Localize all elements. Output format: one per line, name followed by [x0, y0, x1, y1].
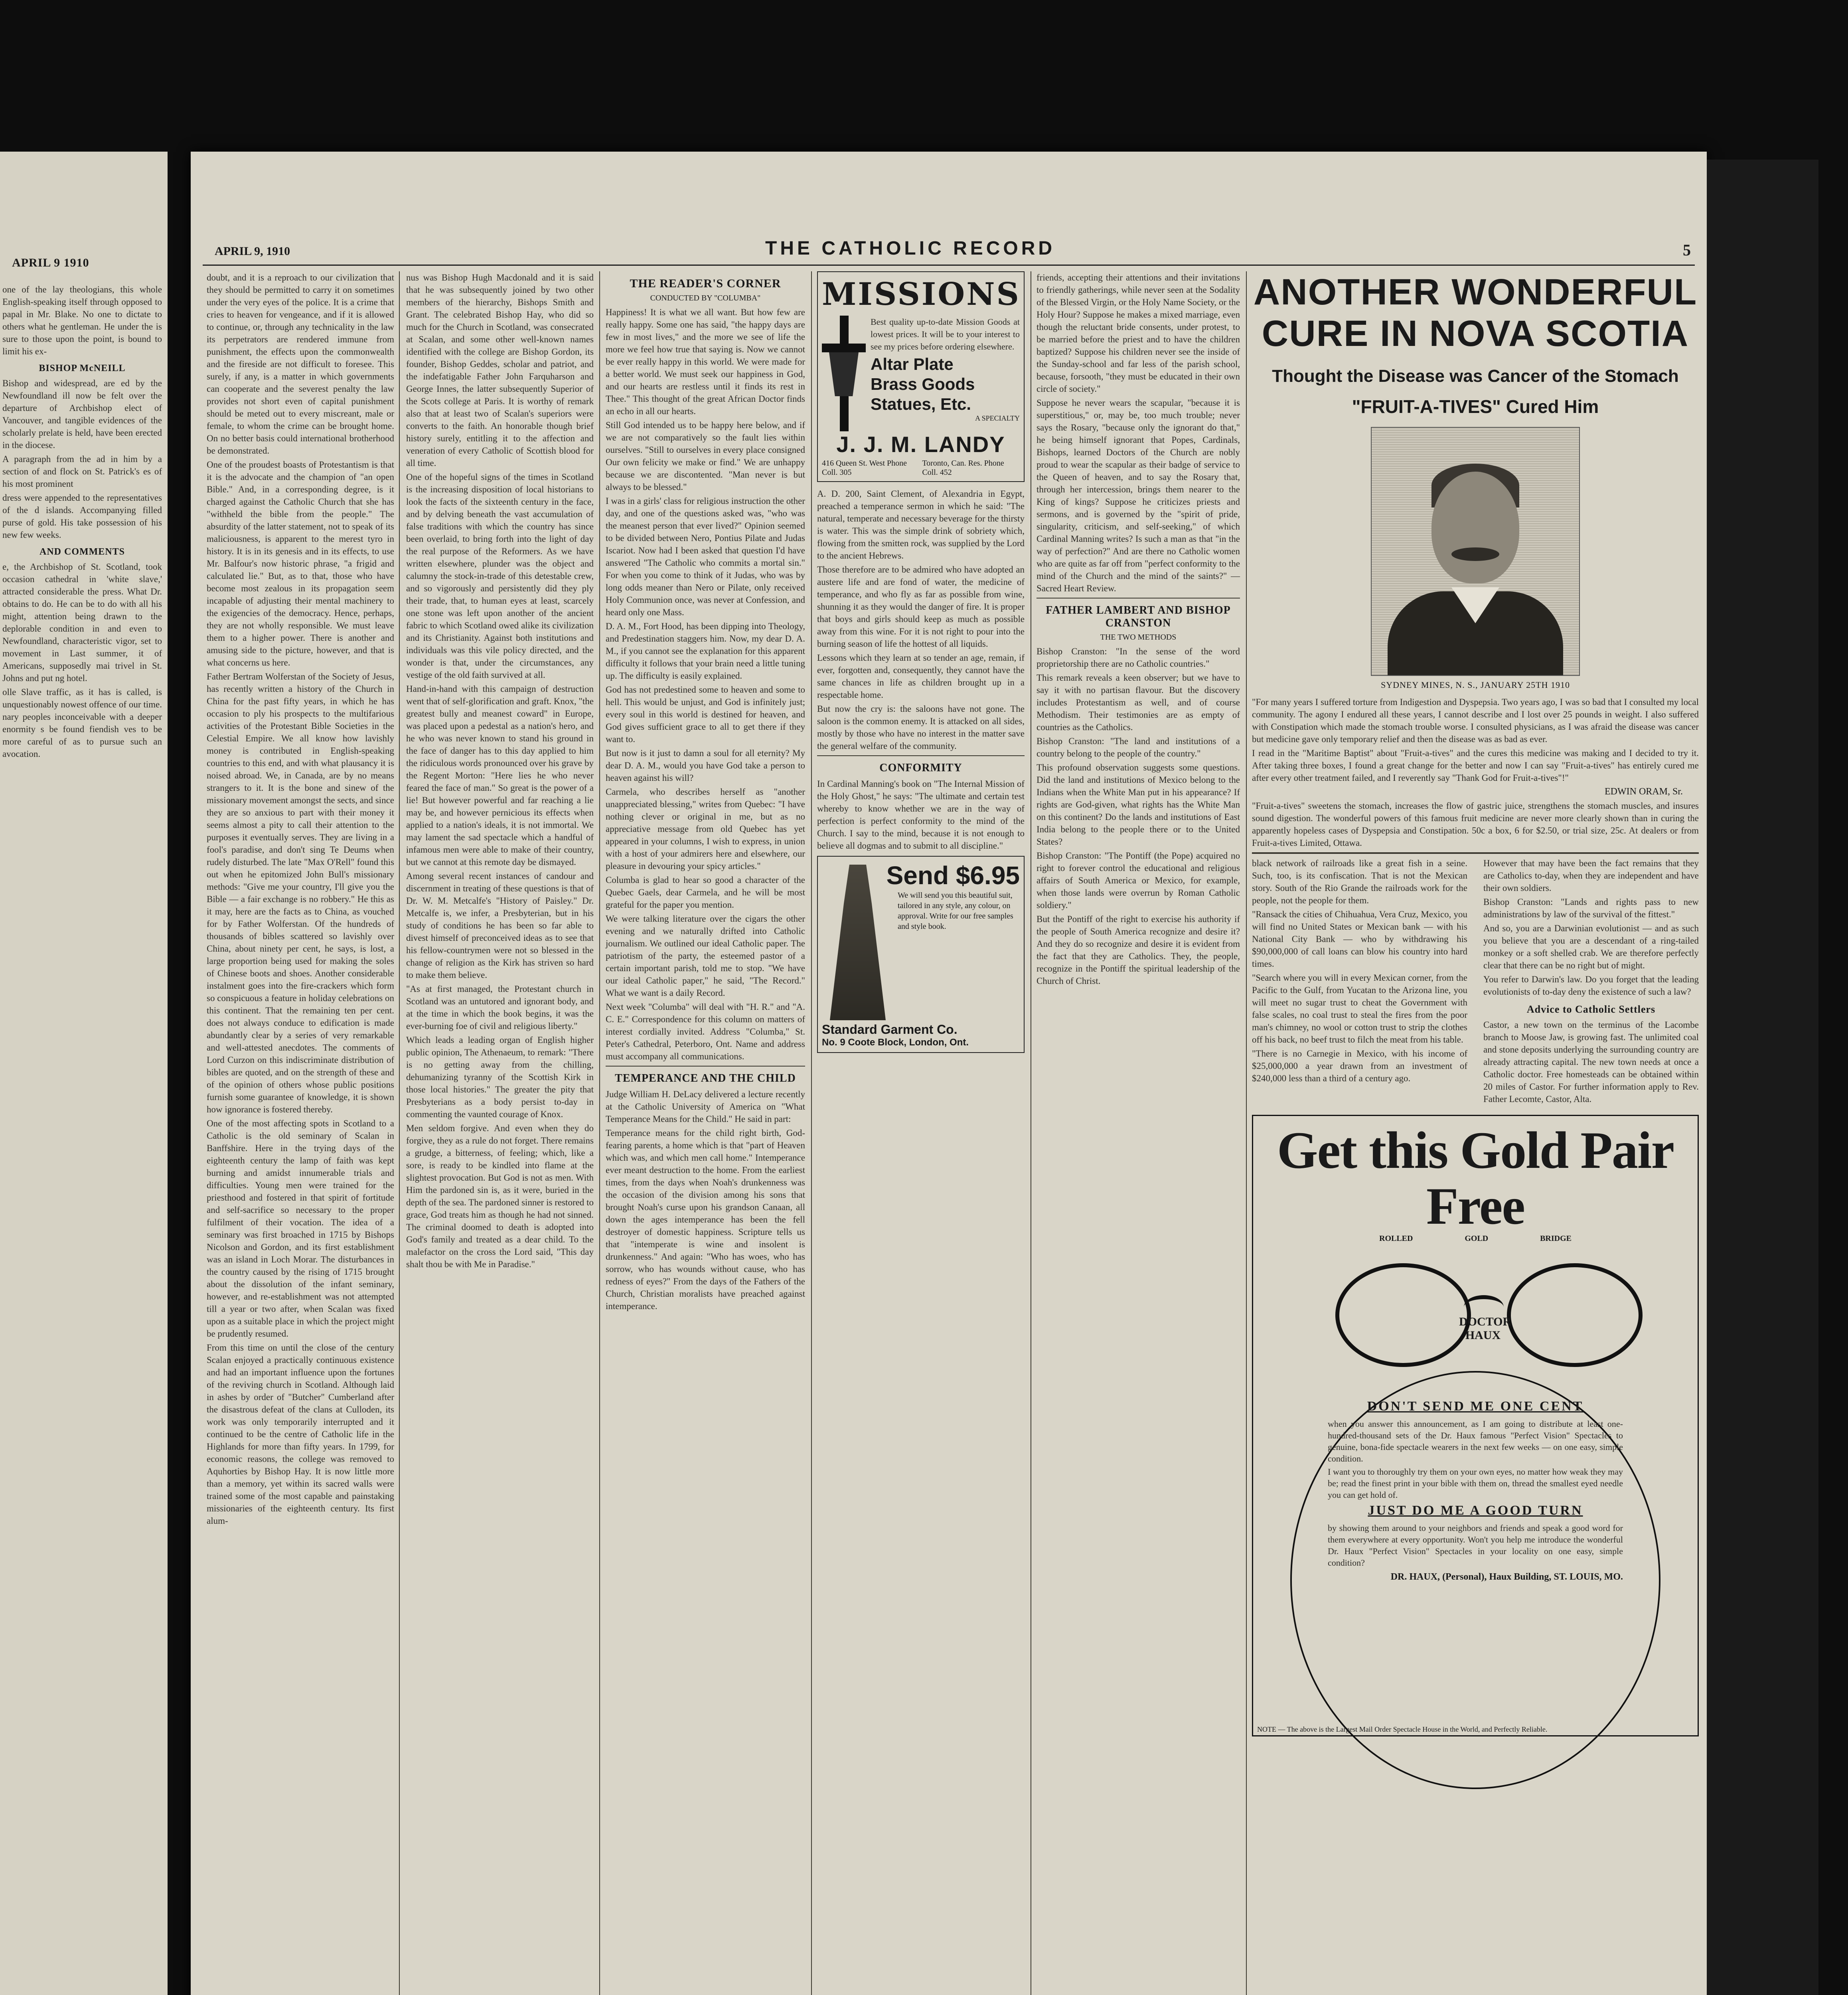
paragraph: One of the hopeful signs of the times in Scotland is the increasing disposition of local historians to look the facts of the sixteenth century in the face, and by delving beneath the vast accumulation of false traditions with which the country has since been overlaid, to bring forth into the light of day the real purpose of the Reformers. As we have written elsewhere, plunder was the object and calumny the stock-in-trade of this detestable crew, and so vigorously and persistently did they ply their trade, that, to human eyes at least, scarcely one stone was left upon another of the ancient fabric to which Scotland owed alike its civilization and its Christianity. Against both institutions and individuals was this vile policy directed, and the wonder is that, under the circumstances, any vestige of the old faith survived at all. [406, 472, 594, 680]
company-name: Standard Garment Co. [822, 1022, 958, 1037]
fruit-a-tives-subheadline: "FRUIT-A-TIVES" Cured Him [1352, 396, 1599, 417]
paragraph: Those therefore are to be admired who have adopted an austere life and are fond of water, the medicine of temperance, and who fly as far as possible from wine, shunning it as they would the danger of fire. It is proper that boys and girls should keep as much as possible away from this wine. For it is not right to pour into the burning season of life the hottest of all liquids. [817, 565, 1025, 649]
rolled-label: ROLLED [1379, 1234, 1413, 1243]
paragraph: Next week "Columba" will deal with "H. R." and "A. C. E." Correspondence for this column on matters of interest cordially invited. Address "Columba," St. Peter's Cathedral, Peterboro, Ont. Name and address must accompany all communications. [606, 1002, 805, 1061]
gold-ad-body: I want you to thoroughly try them on your own eyes, no matter how weak they may be; read the finest print in your bible with them on, thread the smallest eyed needle you can get hold of. [1328, 1467, 1623, 1500]
masthead-date: APRIL 9, 1910 [215, 245, 290, 258]
gold-spectacles-advertisement [1252, 1115, 1699, 1736]
send-amount: Send $6.95 [886, 861, 1020, 890]
divider [1252, 852, 1699, 854]
divider [606, 1066, 805, 1067]
paragraph: One of the proudest boasts of Protestantism is that it is the advocate and the champion of "an open Bible." And, in a corresponding degree, is it charged against the Catholic Church that she has "withheld the bible from the people." The absurdity of the latter statement, not to speak of its maliciousness, is apparent to the merest tyro in history. It is in its genesis and in its effects, to use Mr. Balfour's now historic phrase, "a frigid and calculated lie." But, as to that, those who have become most zealous in its propagation seem incapable of adjusting their mental machinery to the exigencies of the democracy. Hence, perhaps, they are not wholly responsible. We must leave them to a higher power. There is another and amusing side to the picture, however, and that is what concerns us here. [207, 460, 394, 668]
garment-advertisement [817, 856, 1025, 1053]
testimonial-signature: EDWIN ORAM, Sr. [1605, 786, 1683, 797]
paragraph: Columba is glad to hear so good a character of the Quebec Gaels, dear Carmela, and he will be most grateful for the paper you mention. [606, 875, 805, 910]
column-divider [599, 271, 600, 1995]
paragraph: dress were appended to the representatives of the d islands. Accompanying filled purse of gold. His take possession of his new few weeks. [2, 493, 162, 540]
gold-ad-body: by showing them around to your neighbors and friends and speak a good word for them everywhere at every opportunity. Won't you help me introduce the wonderful Dr. Haux "Perfect Vision" Spectacles in your locality on one easy, simple condition? [1328, 1523, 1623, 1568]
missions-line: Brass Goods [871, 375, 975, 393]
advice-heading: Advice to Catholic Settlers [1526, 1003, 1656, 1015]
testimonial-paragraph: I read in the "Maritime Baptist" about "Fruit-a-tives" and the cures this medicine was making and I decided to try it. After taking three boxes, I found a great change for the better and now I can say "Fruit-a-tives" has entirely cured me after every other treatment failed, and I reverently say "Thank God for Fruit-a-tives"!" [1252, 748, 1699, 783]
masthead-rule [203, 265, 1695, 266]
column-divider [1246, 271, 1247, 1995]
lambert-heading: FATHER LAMBERT AND BISHOP CRANSTON [1046, 604, 1231, 629]
section-heading: BISHOP McNEILL [39, 363, 126, 373]
paragraph: Bishop and widespread, are ed by the Newfoundland ill now be felt over the departure of Archbishop elect of Vancouver, and tangible evidences of the scholarly prelate is held, have been erected in the diocese. [2, 378, 162, 450]
conformity-heading: CONFORMITY [879, 762, 962, 774]
portrait-image [1371, 427, 1580, 676]
paragraph: Happiness! It is what we all want. But how few are really happy. Some one has said, "the happy days are few in most lives," and the more we see of life the more we feel how true that saying is. Now we cannot be ever really happy in this world. We were made for a better world. We must seek our happiness in God, and our hearts are restless until it finds its rest in Thee." This thought of the great African Doctor finds an echo in all our hearts. [606, 307, 805, 416]
gold-ad-note: NOTE — The above is the Largest Mail Order Spectacle House in the World, and Perfectly Reliable. [1257, 1725, 1548, 1733]
subheadline: Thought the Disease was Cancer of the Stomach [1272, 366, 1679, 386]
doctor-haux-label [1459, 1315, 1512, 1342]
cross-icon [822, 316, 866, 431]
paragraph: Temperance means for the child right birth, God-fearing parents, a home which is that "part of Heaven which was, and which men call home." Intemperance ever meant destruction to the home. From the earliest times, from the days when Noah's drunkenness was the occasion of the division among his sons that brought Noah's curse upon his grandson Canaan, all down the ages intemperance has been the fell destroyer of domestic happiness. Scripture tells us that "intemperate is wine and insolent is drunkenness." And again: "Who has woes, who has sorrow, who has wounds without cause, who has redness of eyes?" From the days of the Fathers of the Church, Christian moralists have preached against intemperance. [606, 1128, 805, 1311]
gold-label: GOLD [1465, 1234, 1489, 1243]
masthead-title: THE CATHOLIC RECORD [765, 238, 1056, 259]
paragraph: "As at first managed, the Protestant church in Scotland was an untutored and ignorant body, and at the time in which the book begins, it was the ever-burning foe of civil and religious liberty." [406, 984, 594, 1031]
haux-label: HAUX [1465, 1329, 1501, 1342]
paragraph: e, the Archbishop of St. Scotland, took occasion cathedral in 'white slave,' attracted considerable the press. What Dr. obtains to do. He can be to do with all his might, attention being drawn to the deplorable condition in and even to Newfoundland, characteristic vigor, set to movement in Last summer, it of Americans, supposedly mai trivel in St. Johns and put ng hotel. [2, 562, 162, 683]
paragraph: one of the lay theologians, this whole English-speaking itself through opposed to papal in Mr. Blake. No one to dictate to others what he gentleman. He under the is sure to those upon the point, is bound to limit his ex- [2, 284, 162, 356]
paragraph: In Cardinal Manning's book on "The Internal Mission of the Holy Ghost," he says: "The ultimate and certain test whereby to know whether we are in the way of perfection is perfect conformity to the mind of the Church. I say to the mind, because it is not enough to believe all dogmas and to submit to all discipline." [817, 779, 1025, 851]
previous-page [0, 152, 168, 1995]
lower-text-columns [1252, 857, 1699, 1107]
paragraph: Carmela, who describes herself as "another unappreciated blessing," writes from Quebec: "I have nothing clever or original in me, but as no appreciative message from old Quebec has yet appeared in your columns, I wish to express, in union with a host of your admirers here and elsewhere, our pleasure in devouring your spicy articles." [606, 787, 805, 871]
page-number: 5 [1683, 241, 1691, 259]
lower-right-column [1483, 857, 1699, 1107]
paragraph: But now is it just to damn a soul for all eternity? My dear D. A. M., would you have God take a person to heaven against his will? [606, 748, 805, 783]
gold-ad-body: when you answer this announcement, as I am going to distribute at least one-hundred-thousand sets of the Dr. Haux famous "Perfect Vision" Spectacles to genuine, bona-fide spectacle wearers in the next few weeks — on one easy, simple condition. [1328, 1419, 1623, 1464]
address-left: 416 Queen St. West Phone Coll. 305 [822, 459, 907, 477]
lower-left-column [1252, 857, 1467, 1107]
headline: CURE IN NOVA SCOTIA [1262, 313, 1689, 354]
dont-send-heading: DON'T SEND ME ONE CENT [1367, 1399, 1584, 1414]
masthead [191, 237, 1707, 265]
spectacles-icon [1260, 1247, 1691, 1367]
paragraph: A. D. 200, Saint Clement, of Alexandria in Egypt, preached a temperance sermon in which he said: "The natural, temperate and necessary beverage for the thirsty is water. This was the simple drink of sobriety which, flowing from the smitten rock, was supplied by the Lord to the ancient Hebrews. [817, 489, 1025, 561]
paragraph: friends, accepting their attentions and their invitations to friendly gatherings, while never seen at the Sodality of the Blessed Virgin, or the Holy Name Society, or the Holy Hour? Suppose he makes a mixed marriage, even though the reluctant bride consents, under protest, to be married before the priest and to have the children baptized? Suppose his children never see the inside of the Sunday-school and far less of the parish school, because, forsooth, "they must be educated in their own circle of society." [1037, 273, 1240, 394]
paragraph: Hand-in-hand with this campaign of destruction went that of self-glorification and graft. Knox, "the greatest bully and meanest coward" in Europe, was placed upon a pedestal as a nation's hero, and he who was never known to stand his ground in the face of danger has to this day applied to him the ridiculous words pronounced over his grave by the Regent Morton: "Here lies he who never feared the face of man." So great is the power of a lie! But however powerful and far reaching a lie may be, and however pernicious its effects when applied to a nation's ideals, it is not immortal. We may lament the sad spectacle which a handful of infamous men were able to make of their country, but we cannot at this remote day be dismayed. [406, 684, 594, 867]
gold-ad-oval-content [1328, 1396, 1623, 1582]
portrait-caption: SYDNEY MINES, N. S., JANUARY 25TH 1910 [1381, 680, 1570, 690]
missions-line: Altar Plate [871, 355, 954, 373]
paragraph: doubt, and it is a reproach to our civilization that they should be permitted to carry it on sometimes under the very eyes of the police. It is a crime that cries to heaven for vengeance, and if it is allowed to continue, or, through any technicality in the law its perpetrators are rendered immune from punishment, the effects upon the commonwealth and the fireside are not difficult to foresee. This surely, if any, is a matter in which governments can cooperate and the severest penalty the law provides not short even of capital punishment should be meted out to every miscreant, male or female, to whom the crime can be brought home. On no better basis could international brotherhood be demonstrated. [207, 273, 394, 456]
column-2 [406, 271, 594, 1272]
company-address: No. 9 Coote Block, London, Ont. [822, 1037, 969, 1048]
paragraph: And so, you are a Darwinian evolutionist — and as such you believe that you are a descendant of a ring-tailed monkey or a soft shelled crab. We are therefore perfectly clear that there can be no right but of might. [1483, 923, 1699, 970]
paragraph: However that may have been the fact remains that they are Catholics to-day, when they are independent and have their own soldiers. [1483, 858, 1699, 893]
advertiser-name: J. J. M. LANDY [836, 432, 1005, 457]
paragraph: "There is no Carnegie in Mexico, with his income of $25,000,000 a year drawn from an investment of $240,000 less than a third of a century ago. [1252, 1049, 1467, 1083]
paragraph: We were talking literature over the cigars the other evening and we naturally drifted into Catholic journalism. We outlined our ideal Catholic paper. The patriotism of the party, the esteemed pastor of a certain important parish, told me to stop. "We have our ideal Catholic paper," he said, "The Record." What we want is a daily Record. [606, 914, 805, 998]
divider [817, 755, 1025, 756]
doctor-label: DOCTOR [1459, 1315, 1512, 1328]
paragraph: Still God intended us to be happy here below, and if we are not comparatively so the fault lies within ourselves. "Still to ourselves in every place consigned Our own felicity we make or find." We are unhappy because we are discontented. "Man never is but always to be blessed." [606, 420, 805, 492]
send-text: We will send you this beautiful suit, tailored in any style, any colour, on approval. Write for our free samples and style book. [898, 891, 1013, 931]
headline: ANOTHER WONDERFUL [1253, 272, 1698, 312]
gold-ad-title: Get this Gold Pair Free [1277, 1121, 1674, 1235]
paragraph: Bishop Cranston: "The Pontiff (the Pope) acquired no right to forever control the educational and religious affairs of South America or Mexico, for example, when those lands were overrun by Roman Catholic soldiery." [1037, 851, 1240, 910]
paragraph: This profound observation suggests some questions. Did the land and institutions of Mexico belong to the Indians when the White Man put in his appearance? If rights are God-given, what rights has the White Man on this continent? Do the lands and institutions of East India belong to the people there or to the United States? [1037, 762, 1240, 847]
paragraph: Lessons which they learn at so tender an age, remain, if ever, forgotten and, consequently, they cannot have the same chances in life as children brought up in a respectable home. [817, 653, 1025, 700]
paragraph: But the Pontiff of the right to exercise his authority if the people of South America recognize and desire it? And they do so recognize and desire it is evident from the fact that they are Catholics. They, the people, recognize in the Pontiff the spiritual leadership of the Church of Christ. [1037, 914, 1240, 986]
paragraph: Among several recent instances of candour and discernment in treating of these questions is that of Dr. W. M. Metcalfe's "History of Paisley." Dr. Metcalfe is, we infer, a Presbyterian, but in his study of conditions he has been so far able to divest himself of preconceived ideas as to see that his fellow-countrymen were not so blessed in the change of religion as the Kirk has striven so hard to make them believe. [406, 871, 594, 980]
address-right: Toronto, Can. Res. Phone Coll. 452 [922, 459, 1004, 477]
missions-body: Best quality up-to-date Mission Goods at lowest prices. It will be to your interest to see my prices before ordering elsewhere. [871, 317, 1020, 352]
paragraph: One of the most affecting spots in Scotland to a Catholic is the old seminary of Scalan in Banffshire. Here in the trying days of the eighteenth century the lamp of faith was kept burning and amidst innumerable trials and difficulties. Young men were trained for the priesthood and fostered in that spirit of fortitude and self-sacrifice so necessary to the proper fulfilment of their vocation. The idea of a seminary was first broached in 1715 by Bishops Nicolson and Gordon, and its first establishment was an island in Loch Morar. The disturbances in the country caused by the rising of 1715 brought about the dissolution of the infant seminary, however, and re-establishment was not attempted till a year or two after, when Scalan was fixed upon as a suitable place in which the project might be prudently resumed. [207, 1118, 394, 1339]
readers-corner-byline: CONDUCTED BY "COLUMBA" [650, 294, 761, 302]
column-divider [399, 271, 400, 1995]
paragraph: Father Bertram Wolferstan of the Society of Jesus, has recently written a history of the Church in China for the past fifty years, in which he has occasion to ply his prospects to the multifarious activities of the Protestant Bible Societies in the Celestial Empire. We all know how lavishly money is contributed in English-speaking countries to this end, and with what plausancy it is noised abroad. We, in Canada, are by no means strangers to it. It is the bone and sinew of the missionary movement amongst the sects, and since they are so anxious to part with their money it seems almost a pity to call their attention to the purposes it eventually serves. They are living in a fool's paradise, and don't sing Te Deums when rudely disturbed. The late "Max O'Rell" found this out when he epitomized John Bull's missionary methods: "Give me your country, I'll give you the Bible — a fair exchange is no robbery." He this as it may, here are the facts as to China, as vouched for by Father Wolferstan. Of the hundreds of thousands of bibles scattered so lavishly over China, about ninety per cent, he says, is lost, a large proportion being used for making the soles of Chinese boots and shoes. Another considerable instalment goes into the fire-crackers which form so conspicuous a feature in holiday celebrations on this continent. That the remaining ten per cent. does not always conduce to edification is made abundantly clear by a series of very remarkable and well-attested anecdotes. The comments of Lord Curzon on this indiscriminate distribution of bibles are quoted, and on the strength of these and of the opinion of others whose public positions furnish some guarantee of knowledge, it is shown how ignorance is fostered thereby. [207, 672, 394, 1114]
bridge-label: BRIDGE [1540, 1234, 1572, 1243]
missions-specialty: A SPECIALTY [975, 414, 1020, 422]
paragraph: Castor, a new town on the terminus of the Lacombe branch to Moose Jaw, is growing fast. The unlimited coal and stone deposits underlying the surrounding country are already attracting capital. The new town needs at once a Catholic doctor. Free homesteads can be obtained within 20 miles of Castor. For further information apply to Rev. Father Lecomte, Castor, Alta. [1483, 1020, 1699, 1104]
paragraph: Suppose he never wears the scapular, "because it is superstitious," or, may be, too much trouble; never says the Rosary, "because only the ignorant do that," he being himself ignorant that Popes, Cardinals, Bishops, learned Doctors of the Church are nobly proud to wear the scapular as their badge of service to the Queen of heaven, and to say the Rosary that, through her intercession, brings them nearer to the King of kings? Suppose he criticizes priests and sermons, and is governed by the "spirit of pride, singularity, criticism, and self-seeking," of which Cardinal Manning writes? Is such a man as that "in the way of perfection?" And are there no Catholic women who are quite as far off from "perfect conformity to the mind of the Church and the mind of the saints?" — Sacred Heart Review. [1037, 398, 1240, 593]
gold-ad-signature: DR. HAUX, (Personal), Haux Building, ST. LOUIS, MO. [1390, 1572, 1623, 1582]
gold-ad-subtitle [1260, 1234, 1691, 1243]
column-1 [207, 271, 394, 1529]
advertiser-address [822, 459, 1020, 477]
paragraph: Bishop Cranston: "Lands and rights pass to new administrations by law of the survival of the fittest." [1483, 897, 1699, 919]
previous-page-column [0, 283, 164, 762]
paragraph: You refer to Darwin's law. Do you forget that the leading evolutionists of to-day deny the existence of such a law? [1483, 974, 1699, 997]
paragraph: I was in a girls' class for religious instruction the other day, and one of the questions asked was, "who was the meanest person that ever lived?" Opinion seemed to be divided between Nero, Pontius Pilate and Judas Iscariot. Now had I been asked that question I'd have answered "The Catholic who commits a mortal sin." For when you come to think of it Judas, who was by long odds meaner than Nero or Pilate, only received Holy Communion once, was never at Confession, and heard only one Mass. [606, 496, 805, 617]
just-do-heading: JUST DO ME A GOOD TURN [1368, 1503, 1583, 1518]
paragraph: God has not predestined some to heaven and some to hell. This would be unjust, and God is infinitely just; every soul in this world is destined for heaven, and God gives sufficient grace to all to get there if they want to. [606, 685, 805, 744]
newspaper-page [191, 152, 1707, 1995]
paragraph: olle Slave traffic, as it has is called, is unquestionably nowest offence of our time. nary peoples inconceivable with a deeper enormity s be found fiendish ves to be more careful of as to pursue such an avocation. [2, 687, 162, 759]
paragraph: "Ransack the cities of Chihuahua, Vera Cruz, Mexico, you will find no United States or Mexican bank — with his National City Bank — who by withdrawing his $90,000,000 of call loans can blow his country into hard times. [1252, 909, 1467, 969]
previous-page-header: APRIL 9 1910 [12, 256, 89, 269]
paragraph: Bishop Cranston: "In the sense of the word proprietorship there are no Catholic countries." [1037, 646, 1240, 669]
missions-advertisement [817, 271, 1025, 482]
paragraph: But now the cry is: the saloons have not gone. The saloon is the common enemy. It is attacked on all sides, mostly by those who have no interest in the matter save the general welfare of the community. [817, 704, 1025, 751]
paragraph: From this time on until the close of the century Scalan enjoyed a practically continuous existence and had an important influence upon the fortunes of the reviving church in Scotland. Although laid in ashes by order of "Butcher" Cumberland after the disastrous defeat of the clans at Culloden, its work was only temporarily interrupted and it continued to be the centre of Catholic life in the Highlands for more than fifty years. In 1799, for economic reasons, the college was removed to Aquhorties by Bishop Hay. It is now little more than a memory, yet within its sacred walls were trained some of the most capable and painstaking missionaries of the eighteenth century. Its first alum- [207, 1343, 394, 1526]
testimonial-paragraph: "For many years I suffered torture from Indigestion and Dyspepsia. Two years ago, I was so bad that I consulted my local community. The agony I endured all these years, I cannot describe and I lost over 25 pounds in weight. I also suffered with Constipation which made the stomach trouble worse. I consulted physicians, as I was afraid the disease was cancer but medicine gave only temporary relief and then the disease was as bad as ever. [1252, 697, 1699, 744]
garment-company [822, 1022, 969, 1048]
paragraph: black network of railroads like a great fish in a seine. Such, too, is its confiscation. That is not the Mexican story. South of the Rio Grande the railroads work for the people, not the people for them. [1252, 858, 1467, 905]
ad-body: "Fruit-a-tives" sweetens the stomach, increases the flow of gastric juice, strengthens the stomach muscles, and insures sound digestion. The wonderful powers of this famous fruit medicine are never more clearly shown than in curing the apparently hopeless cases of Dyspepsia and Constipation. 50c a box, 6 for $2.50, or trial size, 25c. At dealers or from Fruit-a-tives Limited, Ottawa. [1252, 801, 1699, 848]
paragraph: Judge William H. DeLacy delivered a lecture recently at the Catholic University of America on "What Temperance Means for the Child." He said in part: [606, 1089, 805, 1124]
paragraph: D. A. M., Fort Hood, has been dipping into Theology, and Predestination staggers him. Now, my dear D. A. M., if you cannot see the explanation for this apparent difficulty it follows that your brain need a little tuning up. The difficulty is easily explained. [606, 621, 805, 681]
paragraph: A paragraph from the ad in him by a section of and flock on St. Patrick's es of his most prominent [2, 454, 162, 489]
missions-title: MISSIONS [822, 276, 1021, 312]
column-3 [606, 271, 805, 1314]
column-4 [817, 271, 1025, 1053]
column-5 [1037, 271, 1240, 989]
paragraph: Men seldom forgive. And even when they do forgive, they as a rule do not forget. There remains a grudge, a bitterness, of feeling; which, like a sore, is ready to be kindled into flame at the slightest provocation. But God is not as men. With Him the pardoned sin is, as it were, buried in the depth of the sea. The pardoned sinner is restored to grace, God treats him as though he had not sinned. The criminal doomed to death is adopted into God's family and treated as a dear child. To the malefactor on the cross the Lord said, "This day shalt thou be with Me in Paradise." [406, 1123, 594, 1269]
paragraph: Bishop Cranston: "The land and institutions of a country belong to the people of the country." [1037, 736, 1240, 758]
column-6-7 [1252, 271, 1699, 1736]
lambert-subheading: THE TWO METHODS [1100, 633, 1177, 642]
paragraph: This remark reveals a keen observer; but we have to say it with no partisan flavour. But the discovery includes Protestantism as well, and of course Methodism. Their testimonies are as empty of countries as the Catholics. [1037, 673, 1240, 732]
temperance-heading: TEMPERANCE AND THE CHILD [615, 1072, 796, 1084]
column-divider [811, 271, 812, 1995]
paragraph: nus was Bishop Hugh Macdonald and it is said that he was subsequently joined by two other members of the hierarchy, Bishops Smith and Grant. The celebrated Bishop Hay, who did so much for the Church in Scotland, was consecrated at Scalan, and some other well-known names identified with the college are Bishop Gordon, its founder, Bishop Geddes, scholar and patriot, and the indefatigable Father John Farquharson and George Innes, the latter subsequently Superior of the Scots college at Paris. It is worthy of remark also that at least two of Scalan's superiors were converts to the faith. An honorable though brief history surely, entitling it to the affection and veneration of every Catholic of Scottish blood for all time. [406, 273, 594, 468]
paragraph: "Search where you will in every Mexican corner, from the Pacific to the Gulf, from Yucatan to the Arizona line, you will meet no sugar trust to cheat the Government with false scales, no coal trust to steal the fires from the poor man's chimney, no wool or cotton trust to strip the clothes off his back, no beef trust to filch the meat from his table. [1252, 973, 1467, 1045]
page-edge [1707, 160, 1818, 1995]
paragraph: Which leads a leading organ of English higher public opinion, The Athenaeum, to remark: "There is no getting away from the chilling, dehumanizing tyranny of the Scottish Kirk in those local histories." The greater the pity that Presbyterians as a body persist to-day in commenting the vaunted courage of Knox. [406, 1035, 594, 1119]
readers-corner-heading: THE READER'S CORNER [630, 277, 781, 290]
missions-line: Statues, Etc. [871, 395, 971, 413]
section-heading: AND COMMENTS [39, 547, 125, 557]
